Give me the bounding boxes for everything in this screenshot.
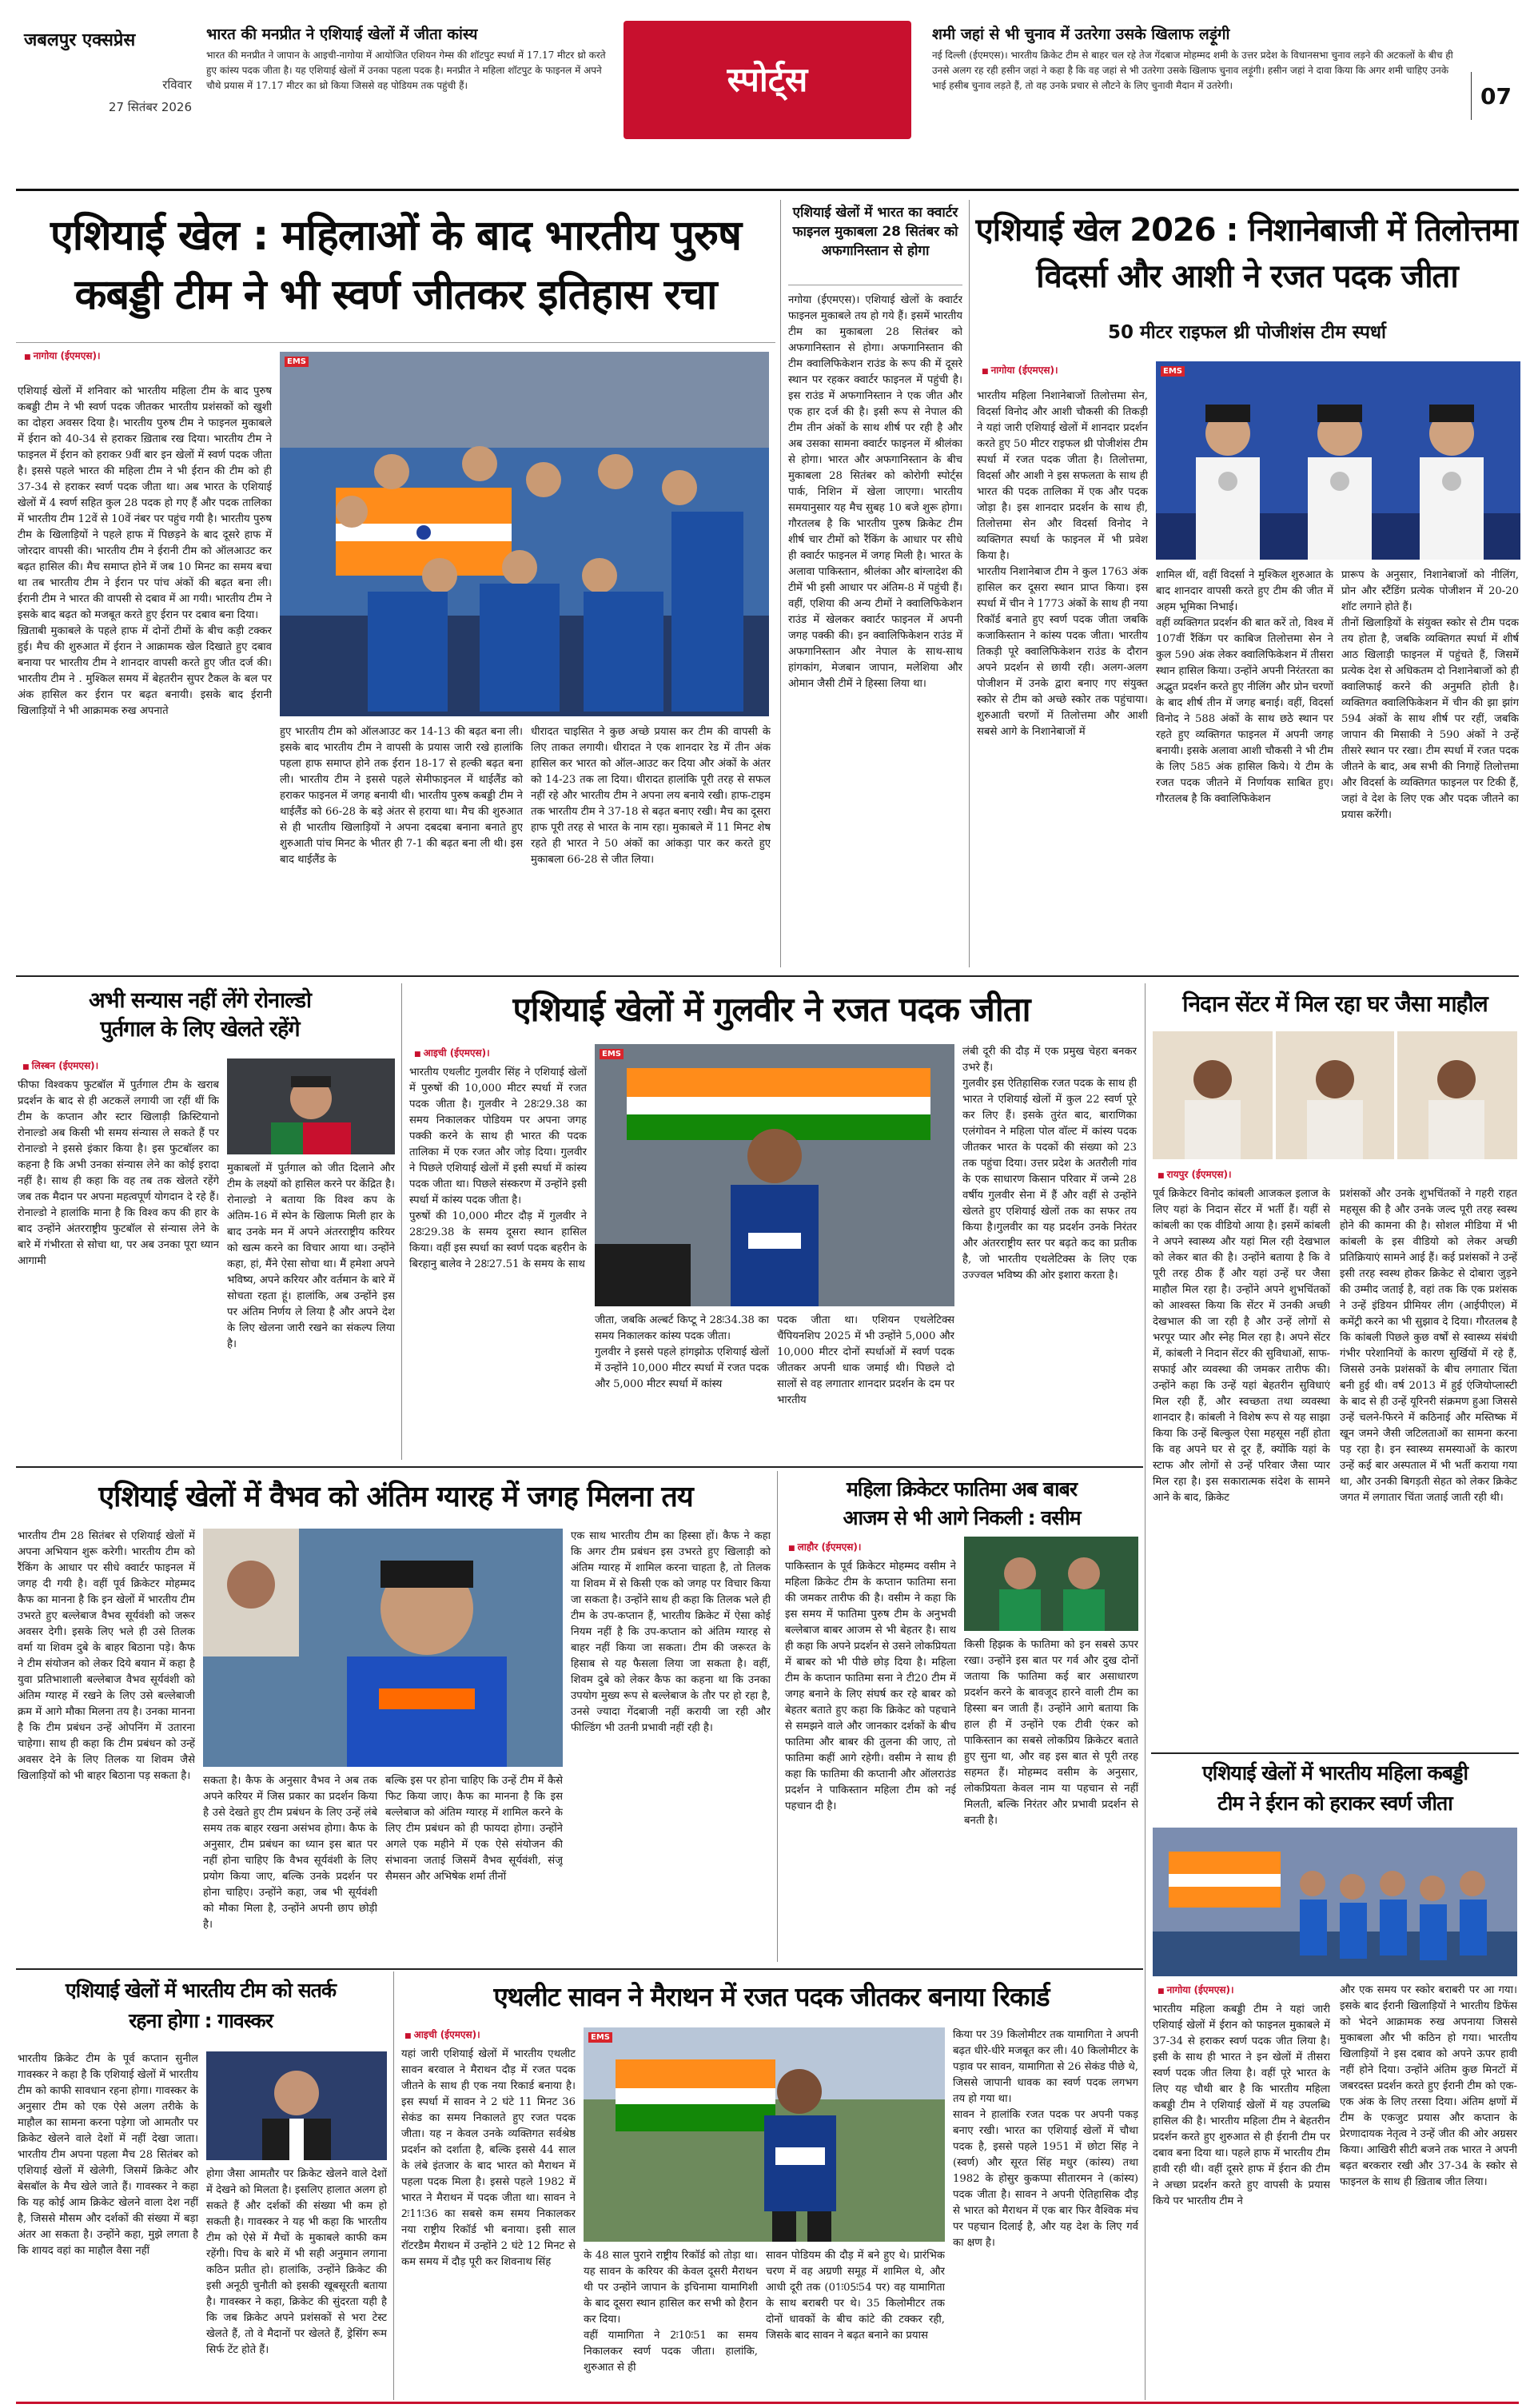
a6-photo-kambli [1153, 1031, 1517, 1159]
a3-col1: भारतीय महिला निशानेबाजों तिलोत्तमा सेन, विदर्सा विनोद और आशी चौकसी की तिकड़ी ने यहां जारी एशियाई खेलों में शानदार प्रदर्शन करते हुए 50 मीटर राइफल थ्री पोजीशंस टीम स्पर्धा में रजत पदक जीता है। तिलोत्तमा, विदर्सा और आशी ने इस सफलता के साथ ही भारत की पदक तालिका में एक और पदक जोड़ा है। इस शानदार प्रदर्शन के साथ ही, तिलोत्तमा सेन और विदर्सा विनोद ने व्यक्तिगत स्पर्धा के फाइनल में भी प्रवेश किया है। भारतीय निशानेबाज टीम ने कुल 1763 अंक हासिल कर दूसरा स्थान प्राप्त किया। इस स्पर्धा में चीन ने 1773 अंकों के साथ ही नया रिकॉर्ड बनाते हुए स्वर्ण पदक जीता जबकि कजाकिस्तान ने कांस्य पदक जीता। भारतीय तिकड़ी पूरे क्वालिफिकेशन राउंड के दौरान अपने प्रदर्शन से छायी रही। अलग-अलग पोजीशन में उनके द्वारा बनाए गए संयुक्त स्कोर से टीम को अच्छे स्कोर तक पहुंचाया। शुरुआती चरणों में तिलोत्तमा और आशी सबसे आगे के निशानेबाजों में [977, 390, 1148, 738]
a8-col2: किसी हिझक के फातिमा को इन सबसे ऊपर रखा। उन्होंने इस बात पर गर्व और दुख दोनों जताया कि फातिमा कई बार असाधारण प्रदर्शन करने के बावजूद हारने वाली टीम का हिस्सा बन जाती हैं। उन्होंने आगे बताया कि हाल ही में उन्होंने एक टीवी एंकर को पाकिस्तान का सबसे लोकप्रिय क्रिकेटर बताते हुए सुना था, और वह इस बात से पूरी तरह सहमत हैं। मोहम्मद वसीम के अनुसार, लोकप्रियता केवल नाम या पहचान से नहीं मिलती, बल्कि निरंतर और प्रभावी प्रदर्शन से बनती है। [964, 1639, 1138, 1827]
a1-col3: धीरादत चाइसित ने कुछ अच्छे प्रयास कर टीम की वापसी के लिए ताकत लगायी। धीरादत ने एक शानदार रेड में तीन अंक हासिल कर भारत को ऑल-आउट कर दिया और अंकों के अंतर को 14-23 तक ला दिया। धीरादत हालांकि पूरी तरह से सफल नहीं रहे और भारतीय टीम ने अपना लय बनाये रखी। हाफ-टाइम तक भारतीय टीम ने 37-18 से बढ़त बनाए रखी। मैच का दूसरा हाफ पूरी तरह से भारत के नाम रहा। मुकाबले में 11 मिनट शेष रहते ही भारत ने 50 अंकों का आंकड़ा पार कर करते हुए मुकाबला 66-28 से जीत लिया। [531, 726, 771, 866]
a7-headline: एशियाई खेलों में वैभव को अंतिम ग्यारह में जगह मिलना तय [98, 1481, 693, 1513]
a4-dateline: ■ लिस्बन (ईएमएस)। [22, 1058, 98, 1072]
a6-col1: पूर्व क्रिकेटर विनोद कांबली आजकल इलाज के लिए यहां के निदान सेंटर में भर्ती हैं। यहीं से कांबली का एक वीडियो आया है। इसमें कांबली ने अपने स्वास्थ्य और यहां मिल रही देखभाल को लेकर बात की है। उन्होंने बताया है कि वे पूरी तरह ठीक हैं और यहां उन्हें घर जैसा माहौल मिल रहा है। उन्होंने अपने शुभचिंतकों को आश्वस्त किया कि सेंटर में उनकी अच्छी देखभाल की जा रही है और उन्हें लोगों से भरपूर प्यार और स्नेह मिल रहा है। अपने सेंटर में, कांबली ने निदान सेंटर की सुविधाओं, साफ-सफाई और व्यवस्था की जमकर तारीफ की। उन्होंने कहा कि उन्हें यहां बेहतरीन सुविधाएं मिल रही हैं, और स्वच्छता तथा व्यवस्था शानदार है। कांबली ने विशेष रूप से यह साझा किया कि उन्हें बिल्कुल ऐसा महसूस नहीं होता कि वह अपने घर से दूर हैं, क्योंकि यहां के स्टाफ और लोगों से उन्हें परिवार जैसा प्यार मिल रहा है। इस सकारात्मक संदेश के सामने आने के बाद, क्रिकेट [1153, 1188, 1330, 1504]
a10-col2: होगा जैसा आमतौर पर क्रिकेट खेलने वाले देशों में देखने को मिलता है। इसलिए हालात अलग हो सकते हैं और दर्शकों की संख्या भी कम हो सकती है। गावस्कर ने यह भी कहा कि भारतीय टीम को ऐसे में मैचों के मुकाबले काफी कम रहेंगी। पिच के बारे में भी सही अनुमान लगाना कठिन प्रतीत हो। हालांकि, उन्होंने क्रिकेट की इसी अनूठी चुनौती को इसकी खूबसूरती बताया है। गावस्कर ने कहा, क्रिकेट की सुंदरता यही है कि जब क्रिकेट अपने प्रशंसकों से भरा टेस्ट खेलते हैं, तो वे मैदानों पर खेलते हैं, ड्रेसिंग रूम सिर्फ टेंट होते हैं। [206, 2168, 387, 2356]
paper-name: जबलपुर एक्सप्रेस [24, 30, 136, 50]
a5-col1: भारतीय एथलीट गुलवीर सिंह ने एशियाई खेलों में पुरुषों की 10,000 मीटर स्पर्धा में रजत पदक जीता है। गुलवीर ने 28ः29.38 का समय निकालकर पोडियम पर अपना जगह पक्की करने के साथ ही भारत की पदक तालिका में एक रजत और जोड़ दिया। गुलवीर ने पिछले एशियाई खेलों में इसी स्पर्धा में कांस्य पदक जीता था। पिछले संस्करण में उन्होंने इसी स्पर्धा में कांस्य पदक जीता है। पुरुषों की 10,000 मीटर दौड़ में गुलवीर ने 28ः29.38 के समय दूसरा स्थान हासिल किया। वहीं इस स्पर्धा का स्वर्ण पदक बहरीन के बिरहानु बालेव ने 28ः27.51 के समय के साथ [409, 1066, 587, 1270]
a11-dateline: ■ आइची (ईएमएस)। [404, 2027, 480, 2041]
ems-logo-icon: EMS [588, 2032, 612, 2043]
a5-col2: जीता, जबकि अल्बर्ट किप्टू ने 28ः34.38 का समय निकालकर कांस्य पदक जीता। गुलवीर ने इससे पहले हांगझोऊ एशियाई खेलों में उन्होंने 10,000 मीटर स्पर्धा में रजत पदक और 5,000 मीटर स्पर्धा में कांस्य [595, 1314, 769, 1390]
a1-headline-line2: कबड्डी टीम ने भी स्वर्ण जीतकर इतिहास रचा [74, 271, 717, 319]
brief-left-headline: भारत की मनप्रीत ने एशियाई खेलों में जीता कांस्य [206, 26, 478, 43]
a2-body: नगोया (ईएमएस)। एशियाई खेलों के क्वार्टर फाइनल मुकाबले तय हो गये हैं। इसमें भारतीय टीम का मुकाबला 28 सितंबर को अफगानिस्तान से होगा। अफगानिस्तान की टीम क्वालिफिकेशन राउंड के रूप की में दूसरे स्थान पर रहकर क्वार्टर फाइनल में पहुंची है। इस राउंड में अफगानिस्तान ने एक जीत और एक हार दर्ज की है। इसी रूप से नेपाल की टीम तीन अंकों के साथ शीर्ष पर रही है और अब उसका सामना क्वार्टर फाइनल में श्रीलंका से होगा। भारत और अफगानिस्तान के बीच मुकाबला 28 सितंबर को कोरोगी स्पोर्ट्स पार्क, निशिन में खेला जाएगा। भारतीय समयानुसार यह मैच सुबह 10 बजे शुरू होगा। गौरतलब है कि भारतीय पुरुष क्रिकेट टीम शीर्ष चार टीमों को रैंकिंग के आधार पर सीधे ही क्वार्टर फाइनल में जगह मिली है। भारत के अलावा पाकिस्तान, श्रीलंका और बांग्लादेश की टीमें भी इसी आधार पर अंतिम-8 में पहुंची हैं। वहीं, एशिया की अन्य टीमों ने क्वालिफिकेशन राउंड में खेलकर क्वार्टर फाइनल में अपनी जगह पक्की की। इन क्वालिफिकेशन राउंड में अफगानिस्तान और नेपाल के साथ-साथ हांगकांग, मेजबान जापान, मलेशिया और ओमान जैसी टीमें ने हिस्सा लिया था। [788, 294, 962, 690]
a9-dateline: ■ नागोया (ईएमएस)। [1157, 1983, 1234, 1996]
a4-photo-ronaldo [227, 1058, 395, 1154]
brief-left [206, 24, 606, 139]
issue-date: 27 सितंबर 2026 [108, 100, 192, 114]
a11-headline: एथलीट सावन ने मैराथन में रजत पदक जीतकर बनाया रिकार्ड [493, 1981, 1050, 2012]
a9-headline-line1: एशियाई खेलों में भारतीय महिला कबड्डी [1201, 1761, 1468, 1784]
weekday: रविवार [162, 78, 192, 92]
section-title: स्पोर्ट्स [727, 60, 808, 99]
a10-photo-gavaskar [206, 2051, 387, 2160]
brief-right [932, 24, 1460, 139]
a7-col4: एक साथ भारतीय टीम का हिस्सा हों। कैफ ने कहा कि अगर टीम प्रबंधन इस उभरते हुए खिलाड़ी को अंतिम ग्यारह में शामिल करना चाहता है, तो तिलक या शिवम में से किसी एक को जगह पर विचार किया जा सकता है। उन्होंने साथ ही कहा कि तिलक भले ही टीम के उप-कप्तान हैं, भारतीय क्रिकेट में ऐसा कोई नियम नहीं है कि उप-कप्तान को अंतिम ग्यारह से बाहर नहीं किया जा सकता। टीम की जरूरत के हिसाब से यह फैसला लिया जा सकता है। वहीं, शिवम दुबे को लेकर कैफ का कहना था कि उनका उपयोग मुख्य रूप से बल्लेबाज के तौर पर हो रहा है, उनसे ज्यादा गेंदबाजी नहीं करायी जा रही और फील्डिंग भी उतनी प्रभावी नहीं रही है। [571, 1530, 771, 1734]
a10-headline-line1: एशियाई खेलों में भारतीय टीम को सतर्क [65, 1979, 337, 2002]
a5-headline: एशियाई खेलों में गुलवीर ने रजत पदक जीता [512, 990, 1030, 1029]
a5-dateline: ■ आइची (ईएमएस)। [414, 1046, 490, 1059]
ems-logo-icon: EMS [285, 357, 309, 367]
brief-right-headline: शमी जहां से भी चुनाव में उतरेगा उसके खिलाफ लड़ूंगी [932, 26, 1230, 43]
ems-logo-icon: EMS [600, 1049, 624, 1059]
a4-headline-line2: पुर्तगाल के लिए खेलते रहेंगे [100, 1017, 300, 1042]
page-number: 07 [1480, 83, 1512, 110]
a5-col3: पदक जीता था। एशियन एथलेटिक्स चैंपियनशिप 2025 में भी उन्होंने 5,000 और 10,000 मीटर दोनों स्पर्धाओं में स्वर्ण पदक जीतकर अपनी धाक जमाई थी। पिछले दो सालों से वह लगातार शानदार प्रदर्शन के दम पर भारतीय [777, 1314, 954, 1406]
a3-col3: प्रारूप के अनुसार, निशानेबाजों को नीलिंग, प्रोन और स्टैंडिंग प्रत्येक पोजीशन में 20-20 शॉट लगाने होते हैं। तीनों खिलाड़ियों के संयुक्त स्कोर से टीम पदक तय होता है, जबकि व्यक्तिगत स्पर्धा में शीर्ष आठ खिलाड़ी फाइनल में पहुंचते हैं, जिसमें प्रत्येक देश से अधिकतम दो निशानेबाजों को ही क्वालिफाई करने की अनुमति होती है। व्यक्तिगत क्वालिफिकेशन में चीन की झा झांग 594 अंकों के साथ शीर्ष पर रहीं, जबकि जापान की मिसाकी ने 590 अंकों ने उन्हें तीसरे स्थान पर रखा। टीम स्पर्धा में रजत पदक जीतने के बाद, अब सभी की निगाहें तिलोत्तमा और विदर्सा के व्यक्तिगत फाइनल पर टिकी हैं, जहां वे देश के लिए एक और पदक जीतने का प्रयास करेंगी। [1341, 569, 1519, 821]
a4-col2: मुकाबलों में पुर्तगाल को जीत दिलाने और टीम के लक्ष्यों को हासिल करने पर केंद्रित है। रोनाल्डो ने बताया कि विश्व कप के अंतिम-16 में स्पेन के खिलाफ मिली हार के बाद उनके मन में अपने अंतरराष्ट्रीय करियर को खत्म करने का विचार आया था। उन्होंने कहा, हां, मैंने ऐसा सोचा था। मैं हमेशा अपने भविष्य, अपने करियर और वर्तमान के बारे में सोचता रहता हूं। हालांकि, अब उन्होंने इस पर अंतिम निर्णय ले लिया है और अपने देश के लिए खेलना जारी रखने का संकल्प लिया है। [227, 1162, 395, 1350]
section-title-box [624, 21, 911, 139]
ems-logo-icon: EMS [1161, 366, 1185, 377]
a7-photo-vaibhav [203, 1529, 563, 1767]
a3-headline-line2: विदर्सा और आशी ने रजत पदक जीता [1036, 258, 1458, 295]
a2-headline: एशियाई खेलों में भारत का क्वार्टर फाइनल मुकाबला 28 सितंबर को अफगानिस्तान से होगा [792, 205, 958, 259]
a11-col3: सावन पोडियम की दौड़ में बने हुए थे। प्रारंभिक चरण में वह अग्रणी समूह में शामिल थे, और आधी दूरी तक (01ः05ः54 पर) वह यामागिता के साथ बराबरी पर थे। 35 किलोमीटर तक दोनों धावकों के बीच कांटे की टक्कर रही, जिसके बाद सावन ने बढ़त बनाने का प्रयास [766, 2250, 945, 2342]
a3-headline-line1: एशियाई खेल 2026 : निशानेबाजी में तिलोत्तमा [975, 212, 1519, 249]
a4-col1: फीफा विश्वकप फुटबॉल में पुर्तगाल टीम के खराब प्रदर्शन के बाद से ही अटकलें लगायी जा रहीं थीं कि टीम के कप्तान और स्टार खिलाड़ी क्रिस्टियानो रोनाल्डो अब किसी भी समय संन्यास ले सकते हैं पर रोनाल्डो ने इससे इंकार किया है। इस फुटबॉलर का कहना है कि अभी उनका संन्यास लेने का कोई इरादा नहीं है। साथ ही कहा कि वह तब तक खेलते रहेंगे जब तक मैदान पर अपना महत्वपूर्ण योगदान दे रहे हैं। रोनाल्डो ने हालांकि माना है कि विश्व कप की हार के बाद उन्होंने अंतरराष्ट्रीय फुटबॉल से संन्यास लेने के बारे में गंभीरता से सोचा था, पर अब उनका पूरा ध्यान आगामी [18, 1079, 219, 1267]
a3-col2: शामिल थीं, वहीं विदर्सा ने मुश्किल शुरुआत के बाद शानदार वापसी करते हुए टीम की जीत में अहम भूमिका निभाई। वहीं व्यक्तिगत प्रदर्शन की बात करें तो, विश्व में 107वीं रैंकिंग पर काबिज तिलोत्तमा सेन ने कुल 590 अंक लेकर क्वालिफिकेशन में तीसरा स्थान हासिल किया। उन्होंने अपनी निरंतरता का अद्भुत प्रदर्शन करते हुए नीलिंग और प्रोन चरणों के बाद शीर्ष तीन में जगह बनाई। वहीं, विदर्सा विनोद ने 588 अंकों के साथ छठे स्थान पर रहते हुए व्यक्तिगत फाइनल में अपनी जगह बनायी। इसके अलावा आशी चौकसी ने भी टीम के लिए 585 अंक हासिल किये। ये टीम के रजत पदक जीतने में निर्णायक साबित हुए। गौरतलब है कि क्वालिफिकेशन [1156, 569, 1333, 805]
a9-headline-line2: टीम ने ईरान को हराकर स्वर्ण जीता [1217, 1792, 1452, 1815]
brief-left-body: भारत की मनप्रीत ने जापान के आइची-नागोया में आयोजित एशियन गेम्स की शॉटपुट स्पर्धा में 17.17 मीटर थ्रो करते हुए कांस्य पदक जीता है। यह एशियाई खेलों में उनका पहला पदक है। मनप्रीत ने महिला शॉटपुट के फाइनल में अपने चौथे प्रयास में 17.17 मीटर का थ्रो किया जिससे वह पोडियम तक पहुंची हैं। [206, 50, 606, 91]
a11-col1: यहां जारी एशियाई खेलों में भारतीय एथलीट सावन बरवाल ने मैराथन दौड़ में रजत पदक जीतने के साथ ही एक नया रिकार्ड बनाया है। इस स्पर्धा में सावन ने 2 घंटे 11 मिनट 36 सेकंड का समय निकालते हुए रजत पदक जीता। यह न केवल उनके व्यक्तिगत सर्वश्रेष्ठ प्रदर्शन को दर्शाता है, बल्कि इससे 44 साल के लंबे इंतजार के बाद भारत को मैराथन में पहला पदक मिला है। इससे पहले 1982 में भारत ने मैराथन में पदक जीता था। सावन ने 2ः11ः36 का सबसे कम समय निकालकर नया राष्ट्रीय रिकॉर्ड भी बनाया। इसी साल रॉटरडैम मैराथन में उन्होंने 2 घंटे 12 मिनट से कम समय में दौड़ पूरी कर शिवनाथ सिंह [401, 2048, 576, 2268]
a8-col1: पाकिस्तान के पूर्व क्रिकेटर मोहम्मद वसीम ने महिला क्रिकेट टीम के कप्तान फातिमा सना की जमकर तारीफ की है। वसीम ने कहा कि इस समय में फातिमा पुरुष टीम के अनुभवी बल्लेबाज बाबर आजम से भी बेहतर है। साथ ही कहा कि अपने प्रदर्शन से उसने लोकप्रियता में बाबर को भी पीछे छोड़ दिया है। महिला टीम के कप्तान फातिमा सना ने टी20 टीम में जगह बनाने के लिए संघर्ष कर रहे बाबर को बेहतर बताते हुए कहा कि क्रिकेट को पहचाने से समझने वाले और जानकार दर्शकों के बीच फातिमा और बाबर की तुलना की जाए, तो फातिमा कहीं आगे रहेगी। वसीम ने साथ ही कहा कि फातिमा की कप्तानी और ऑलराउंड प्रदर्शन ने पाकिस्तान महिला टीम को नई पहचान दी है। [785, 1561, 956, 1812]
a7-col1: भारतीय टीम 28 सितंबर से एशियाई खेलों में अपना अभियान शुरू करेगी। भारतीय टीम को रैंकिंग के आधार पर सीधे क्वार्टर फाइनल में जगह दी गयी है। वहीं पूर्व क्रिकेटर मोहम्मद कैफ का मानना है कि इन खेलों में भारतीय टीम उभरते हुए बल्लेबाज वैभव सूर्यवंशी को जरूर अवसर देगी। इसके लिए भले ही उसे तिलक वर्मा या शिवम दुबे के बाहर बिठाना पड़े। कैफ ने टीम संयोजन को लेकर दिये बयान में कहा है युवा प्रतिभाशाली बल्लेबाज वैभव सूर्यवंशी को अंतिम ग्यारह में रखने के लिए उसे बल्लेबाजी क्रम में आगे मौका मिलना तय है। उनका मानना है कि टीम प्रबंधन उन्हें ओपनिंग में उतारना चाहेगा। साथ ही कहा कि टीम प्रबंधन को उन्हें अवसर देने के लिए तिलक या शिवम जैसे खिलाड़ियों को भी बाहर बिठाना पड़ सकता है। [18, 1530, 195, 1782]
masthead [0, 0, 1534, 185]
a3-subhead: 50 मीटर राइफल थ्री पोजीशंस टीम स्पर्धा [1107, 322, 1387, 343]
a6-col2: प्रशंसकों और उनके शुभचिंतकों ने गहरी राहत महसूस की है और उनके जल्द पूरी तरह स्वस्थ होने की कामना की है। सोशल मीडिया में भी कांबली के इस वीडियो को लेकर अच्छी प्रतिक्रियाएं सामने आई हैं। कई प्रशंसकों ने उन्हें इसी तरह स्वस्थ होकर क्रिकेट से दोबारा जुड़ने की उम्मीद जताई है, वहां तक कि एक प्रशंसक ने उन्हें इंडियन प्रीमियर लीग (आईपीएल) में कमेंट्री करने का भी सुझाव दे दिया। गौरतलब है कि कांबली पिछले कुछ वर्षों से स्वास्थ्य संबंधी गंभीर परेशानियों के कारण सुर्खियों में रहे हैं, जिससे उनके प्रशंसकों के बीच लगातार चिंता बनी हुई थी। वर्ष 2013 में हुई एंजियोप्लास्टी के बाद से ही उन्हें यूरिनरी संक्रमण हुआ जिससे उन्हें चलने-फिरने में कठिनाई और मस्तिष्क में खून जमने जैसी जटिलताओं का सामना करना पड़ रहा है। इन स्वास्थ्य समस्याओं के कारण उन्हें कई बार अस्पताल में भी भर्ती कराया गया था, और उनकी बिगड़ती सेहत को लेकर क्रिकेट जगत में लगातार चिंता जताई जाती रही थी। [1340, 1188, 1517, 1504]
a9-col1: भारतीय महिला कबड्डी टीम ने यहां जारी एशियाई खेलों में ईरान को फाइनल मुकाबले में 37-34 से हराकर स्वर्ण पदक जीत लिया है। इसी के साथ ही भारत ने इन खेलों में तीसरा स्वर्ण पदक जीत लिया है। वहीं पूरे भारत के लिए यह चौथी बार है कि भारतीय महिला कबड्डी टीम ने एशियाई खेलों में यह उपलब्धि हासिल की है। भारतीय महिला टीम ने बेहतरीन प्रदर्शन करते हुए शुरुआत से ही ईरानी टीम पर दबाव बना दिया था। पहले हाफ में भारतीय टीम हावी रही थी। वहीं दूसरे हाफ में ईरान की टीम ने अच्छा प्रदर्शन करते हुए वापसी के प्रयास किये पर भारतीय टीम ने [1153, 2003, 1330, 2207]
a4-headline-line1: अभी सन्यास नहीं लेंगे रोनाल्डो [88, 988, 312, 1013]
a3-dateline: ■ नागोया (ईएमएस)। [982, 363, 1058, 377]
a8-headline-line2: आजम से भी आगे निकली : वसीम [843, 1506, 1081, 1529]
a1-col2: हुए भारतीय टीम को ऑलआउट कर 14-13 की बढ़त बना ली। इसके बाद भारतीय टीम ने वापसी के प्रयास जारी रखे हालांकि पहला हाफ समाप्त होने तक ईरान 18-17 से हल्की बढ़त बना ली। भारतीय टीम ने इससे पहले सेमीफाइनल में थाईलैंड को हराकर फाइनल में जगह बनायी थी। भारतीय पुरुष कबड्डी टीम ने थाईलैंड को 66-28 के बड़े अंतर से हराया था। मैच की शुरुआत से ही भारतीय खिलाड़ियों ने अपना दबदबा बनाना बनाते हुए शुरुआती पांच मिनट के भीतर ही 7-1 की बढ़त बना ली थी। इस बाद थाईलैंड के [280, 726, 523, 866]
a9-photo-women-kabaddi [1153, 1828, 1517, 1976]
a1-dateline: ■ नागोया (ईएमएस)। [24, 349, 101, 362]
a5-photo-gulveer [595, 1044, 954, 1306]
a11-col4: किया पर 39 किलोमीटर तक यामागिता ने अपनी बढ़त धीरे-धीरे मजबूत कर ली। 40 किलोमीटर के पड़ाव पर सावन, यामागिता से 26 सेकंड पीछे थे, जिससे जापानी धावक का स्वर्ण पदक लगभग तय हो गया था। सावन ने हालांकि रजत पदक पर अपनी पकड़ बनाए रखी। भारत का एशियाई खेलों में चौथा पदक है, इससे पहले 1951 में छोटा सिंह ने (स्वर्ण) और सूरत सिंह मधुर (कांस्य) तथा 1982 के होसुर कुकप्पा सीतारमन ने (कांस्य) पदक जीता है। सावन ने अपनी ऐतिहासिक दौड़ से भारत को मैराथन में एक बार फिर वैश्विक मंच पर पहचान दिलाई है, और यह देश के लिए गर्व का क्षण है। [953, 2029, 1138, 2249]
a11-col2: के 48 साल पुराने राष्ट्रीय रिकॉर्ड को तोड़ा था। यह सावन के करियर की केवल दूसरी मैराथन थी पर उन्होंने जापान के इचिनामा यामागिशी के बाद दूसरा स्थान हासिल कर सभी को हैरान कर दिया। वहीं यामागिता ने 2ः10ः51 का समय निकालकर स्वर्ण पदक जीता। हालांकि, शुरुआत से ही [584, 2250, 758, 2374]
a5-col4: लंबी दूरी की दौड़ में एक प्रमुख चेहरा बनकर उभरे हैं। गुलवीर इस ऐतिहासिक रजत पदक के साथ ही भारत ने एशियाई खेलों में कुल 22 स्वर्ण पूरे कर लिए हैं। इसके तुरंत बाद, बाराणिका एलंगोवन ने महिला पोल वॉल्ट में कांस्य पदक जीतकर भारत के पदकों की संख्या को 23 तक पहुंचा दिया। उत्तर प्रदेश के अतरौली गांव के एक साधारण किसान परिवार में जन्मे 28 वर्षीय गुलवीर सेना में हैं और वहीं से उन्होंने खेलते हुए एशियाई खेलों तक का सफर तय किया है।गुलवीर का यह प्रदर्शन उनके निरंतर और अंतरराष्ट्रीय स्तर पर बढ़ते कद का प्रतीक है, जो भारतीय एथलेटिक्स के लिए एक उज्ज्वल भविष्य की ओर इशारा करता है। [962, 1046, 1137, 1282]
a8-headline-line1: महिला क्रिकेटर फातिमा अब बाबर [846, 1477, 1078, 1501]
a11-photo-sawan [584, 2027, 945, 2242]
a9-col2: और एक समय पर स्कोर बराबरी पर आ गया। इसके बाद ईरानी खिलाड़ियों ने भारतीय डिफेंस को भेदने आक्रामक रुख अपनाया जिससे मुकाबला और भी कठिन हो गया। भारतीय खिलाड़ियों ने इस दबाव को अपने ऊपर हावी नहीं होने दिया। उन्होंने अंतिम कुछ मिनटों में जबरदस्त प्रदर्शन करते हुए ईरानी टीम को एक-एक अंक के लिए तरसा दिया। अंतिम क्षणों में टीम के एकजुट प्रयास और कप्तान के प्रेरणादायक नेतृत्व ने उन्हें जीत की ओर अग्रसर किया। आखिरी सीटी बजने तक भारत ने अपनी बढ़त बरकरार रखी और 37-34 के स्कोर से फाइनल के साथ ही ख़िताब जीत लिया। [1340, 1984, 1517, 2188]
a10-col1: भारतीय क्रिकेट टीम के पूर्व कप्तान सुनील गावस्कर ने कहा है कि एशियाई खेलों में भारतीय टीम को काफी सावधान रहना होगा। गावस्कर के अनुसार टीम को एक ऐसे अलग तरीके के माहौल का सामना करना पड़ेगा जो आमतौर पर क्रिकेट खेलने वाले देशों में नहीं देखा जाता। भारतीय टीम अपना पहला मैच 28 सितंबर को एशियाई खेलों में खेलेगी, जिसमें क्रिकेट और बेसबॉल के मैच खेले जाते हैं। गावस्कर ने कहा कि यह कोई आम क्रिकेट खेलने वाला देश नहीं है, जिससे मौसम और दर्शकों की संख्या में बड़ा अंतर आ सकता है। उन्होंने कहा, मुझे लगता है कि शायद वहां का माहौल वैसा नहीं [18, 2053, 198, 2257]
a6-dateline: ■ रायपुर (ईएमएस)। [1157, 1167, 1232, 1181]
a1-col1: एशियाई खेलों में शनिवार को भारतीय महिला टीम के बाद पुरुष कबड्डी टीम ने भी स्वर्ण पदक जीतकर भारतीय प्रशंसकों को खुशी का दोहरा अवसर दिया है। भारतीय पुरुष टीम ने फाइनल मुकाबले में ईरान को 40-34 से हराकर ख़िताब रख दिया। भारतीय टीम ने फाइनल में ईरान को हराकर 9वीं बार इन खेलों में स्वर्ण पदक जीता है। इससे पहले भारत की महिला टीम ने भी ईरान की टीम को ही 37-34 से हराकर स्वर्ण पदक जीता था। अब भारत के एशियाई खेलों में 4 स्वर्ण सहित कुल 28 पदक हो गए हैं और पदक तालिका में भारतीय टीम 12वें से 10वें नंबर पर पहुंच गयी है। भारतीय पुरुष टीम के खिलाड़ियों ने पहले हाफ में पिछड़ने के बाद दूसरे हाफ में जोरदार वापसी की। भारतीय टीम ने ईरानी टीम को ऑलआउट कर बढ़त हासिल की। मैच समाप्त होने में जब 10 मिनट का समय बचा था तब भारतीय टीम ने ईरान पर पांच अंकों की बढ़त बना ली। ईरानी टीम ने भारत की वापसी से दबाव में आ गयी। भारतीय टीम ने इसके बाद बढ़त को मजबूत करते हुए ईरान पर दबाव बना दिया। ख़िताबी मुकाबले के पहले हाफ में दोनों टीमों के बीच कड़ी टक्कर हुई। मैच की शुरुआत में ईरान ने आक्रामक खेल दिखाते हुए दबाव बनाया पर भारतीय टीम ने शानदार वापसी करते हुए जीत दर्ज की। भारतीय टीम ने . मुश्किल समय में बेहतरीन सुपर टैकल के बल पर अंक हासिल कर ईरान पर बढ़त बनायी। इसके बाद ईरानी खिलाड़ियों ने भी आक्रामक रुख अपनाते [18, 385, 272, 717]
a8-dateline: ■ लाहौर (ईएमएस)। [788, 1540, 861, 1553]
a10-headline-line2: रहना होगा : गावस्कर [129, 2009, 273, 2032]
a3-photo-shooters [1156, 361, 1520, 560]
a6-headline: निदान सेंटर में मिल रहा घर जैसा माहौल [1182, 991, 1488, 1017]
a1-headline-line1: एशियाई खेल : महिलाओं के बाद भारतीय पुरुष [50, 212, 742, 260]
brief-right-body: नई दिल्ली (ईएमएस)। भारतीय क्रिकेट टीम से बाहर चल रहे तेज गेंदबाज मोहम्मद शमी के उत्तर प्रदेश के विधानसभा चुनाव लड़ने की अटकलों के बीच ही उनसे अलग रह रही हसीन जहां ने कहा है कि वह जहां से भी उतरेगा उसके खिलाफ चुनाव लड़ूंगी। हसीन जहां ने दावा किया कि अगर शमी चाहिए उनके भाई हसीब चुनाव लड़ते हैं, तो वह उनके प्रचार से लौटने के लिए चुनावी मैदान में उतरेगी। [932, 50, 1453, 91]
a7-col3: बल्कि इस पर होना चाहिए कि उन्हें टीम में कैसे फिट किया जाए। कैफ का मानना है कि इस बल्लेबाज को अंतिम ग्यारह में शामिल करने के लिए टीम प्रबंधन को ही फायदा होगा। उन्होंने अगले एक महीने में एक ऐसे संयोजन की संभावना जताई जिसमें वैभव सूर्यवंशी, संजू सैमसन और अभिषेक शर्मा तीनों [385, 1775, 563, 1883]
a1-photo-kabaddi-team [280, 352, 769, 716]
a8-photo-fatima [964, 1537, 1138, 1631]
a7-col2: सकता है। कैफ के अनुसार वैभव ने अब तक अपने करियर में जिस प्रकार का प्रदर्शन किया है उसे देखते हुए टीम प्रबंधन के लिए उन्हें लंबे समय तक बाहर रखना असंभव होगा। कैफ के अनुसार, टीम प्रबंधन का ध्यान इस बात पर नहीं होना चाहिए कि वैभव सूर्यवंशी के लिए प्रयोग किया जाए, बल्कि उनके प्रदर्शन पर होना चाहिए। उन्होंने कहा, जब भी सूर्यवंशी को मौका मिला है, उन्होंने अपनी छाप छोड़ी है। [203, 1775, 377, 1931]
